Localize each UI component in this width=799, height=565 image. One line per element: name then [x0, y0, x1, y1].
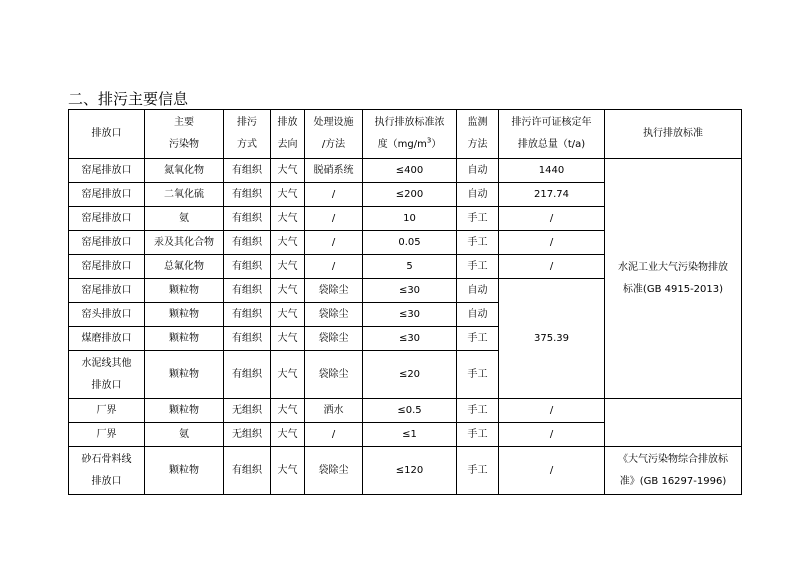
cell-limit: ≤400: [363, 159, 457, 183]
cell-method: 手工: [457, 255, 499, 279]
cell-pollutant: 氮氧化物: [145, 159, 224, 183]
cell-pollutant: 总氟化物: [145, 255, 224, 279]
cell-facility: 袋除尘: [305, 303, 363, 327]
cell-facility: 袋除尘: [305, 327, 363, 351]
cell-total: /: [499, 207, 605, 231]
section-title: 二、排污主要信息: [68, 90, 189, 108]
cell-destination: 大气: [271, 399, 305, 423]
cell-outlet: 窑尾排放口: [69, 183, 145, 207]
cell-outlet: 砂石骨料线 排放口: [69, 447, 145, 495]
cell-method: 手工: [457, 399, 499, 423]
cell-pollutant: 颗粒物: [145, 351, 224, 399]
cell-outlet: 窑尾排放口: [69, 255, 145, 279]
cell-total: /: [499, 423, 605, 447]
table-row: [69, 159, 742, 183]
emission-table: [68, 109, 742, 495]
cell-total: /: [499, 399, 605, 423]
cell-facility: /: [305, 255, 363, 279]
cell-destination: 大气: [271, 423, 305, 447]
cell-facility: /: [305, 207, 363, 231]
cell-mode: 有组织: [224, 351, 271, 399]
cell-facility: 脱硝系统: [305, 159, 363, 183]
header-mode: 排污 方式: [224, 110, 271, 159]
cell-mode: 有组织: [224, 231, 271, 255]
cell-total-merged: 375.39: [499, 279, 605, 399]
cell-pollutant: 颗粒物: [145, 327, 224, 351]
cell-outlet: 窑尾排放口: [69, 207, 145, 231]
header-total: 排污许可证核定年 排放总量（t/a): [499, 110, 605, 159]
cell-limit: ≤30: [363, 279, 457, 303]
cell-total: /: [499, 231, 605, 255]
cell-standard-cement: 水泥工业大气污染物排放 标准(GB 4915-2013): [605, 159, 742, 399]
cell-outlet: 厂界: [69, 423, 145, 447]
cell-mode: 有组织: [224, 159, 271, 183]
cell-method: 手工: [457, 447, 499, 495]
cell-pollutant: 颗粒物: [145, 279, 224, 303]
cell-facility: /: [305, 231, 363, 255]
cell-outlet: 窑头排放口: [69, 303, 145, 327]
table-row: [69, 399, 742, 423]
cell-limit: ≤30: [363, 303, 457, 327]
cell-mode: 有组织: [224, 447, 271, 495]
cell-limit: 0.05: [363, 231, 457, 255]
cell-method: 自动: [457, 183, 499, 207]
cell-limit: ≤20: [363, 351, 457, 399]
cell-pollutant: 氨: [145, 423, 224, 447]
cell-total: /: [499, 447, 605, 495]
header-facility: 处理设施 /方法: [305, 110, 363, 159]
cell-total: 1440: [499, 159, 605, 183]
cell-outlet: 厂界: [69, 399, 145, 423]
header-pollutant: 主要 污染物: [145, 110, 224, 159]
header-method: 监测 方法: [457, 110, 499, 159]
cell-method: 自动: [457, 279, 499, 303]
cell-outlet: 煤磨排放口: [69, 327, 145, 351]
cell-pollutant: 颗粒物: [145, 447, 224, 495]
cell-destination: 大气: [271, 255, 305, 279]
cell-destination: 大气: [271, 351, 305, 399]
cell-mode: 有组织: [224, 327, 271, 351]
cell-facility: /: [305, 183, 363, 207]
cell-facility: 洒水: [305, 399, 363, 423]
cell-pollutant: 颗粒物: [145, 399, 224, 423]
cell-pollutant: 二氧化硫: [145, 183, 224, 207]
cell-destination: 大气: [271, 231, 305, 255]
cell-destination: 大气: [271, 447, 305, 495]
cell-facility: 袋除尘: [305, 447, 363, 495]
cell-outlet: 窑尾排放口: [69, 279, 145, 303]
header-outlet: 排放口: [69, 110, 145, 159]
cell-mode: 有组织: [224, 303, 271, 327]
cell-pollutant: 氨: [145, 207, 224, 231]
cell-mode: 有组织: [224, 183, 271, 207]
cell-mode: 有组织: [224, 255, 271, 279]
cell-mode: 有组织: [224, 279, 271, 303]
header-limit: 执行排放标准浓 度$(mg/m^3)$: [363, 110, 457, 159]
cell-limit: ≤200: [363, 183, 457, 207]
cell-limit: 10: [363, 207, 457, 231]
cell-destination: 大气: [271, 327, 305, 351]
cell-standard-general: 《大气污染物综合排放标 准》(GB 16297-1996): [605, 447, 742, 495]
cell-method: 自动: [457, 303, 499, 327]
cell-facility: /: [305, 423, 363, 447]
cell-destination: 大气: [271, 303, 305, 327]
table-row: [69, 447, 742, 495]
cell-total: 217.74: [499, 183, 605, 207]
cell-limit: ≤1: [363, 423, 457, 447]
cell-limit: ≤30: [363, 327, 457, 351]
cell-destination: 大气: [271, 279, 305, 303]
cell-outlet: 水泥线其他 排放口: [69, 351, 145, 399]
cell-limit: ≤120: [363, 447, 457, 495]
cell-limit: ≤0.5: [363, 399, 457, 423]
cell-pollutant: 颗粒物: [145, 303, 224, 327]
cell-destination: 大气: [271, 207, 305, 231]
header-standard: 执行排放标准: [605, 110, 742, 159]
header-row: [69, 110, 742, 159]
header-destination: 排放 去向: [271, 110, 305, 159]
cell-total: /: [499, 255, 605, 279]
cell-facility: 袋除尘: [305, 279, 363, 303]
cell-method: 手工: [457, 231, 499, 255]
cell-destination: 大气: [271, 183, 305, 207]
cell-outlet: 窑尾排放口: [69, 231, 145, 255]
cell-mode: 无组织: [224, 423, 271, 447]
cell-destination: 大气: [271, 159, 305, 183]
cell-method: 手工: [457, 327, 499, 351]
cell-method: 手工: [457, 423, 499, 447]
cell-mode: 有组织: [224, 207, 271, 231]
cell-mode: 无组织: [224, 399, 271, 423]
cell-limit: 5: [363, 255, 457, 279]
cell-outlet: 窑尾排放口: [69, 159, 145, 183]
cell-pollutant: 汞及其化合物: [145, 231, 224, 255]
cell-method: 手工: [457, 207, 499, 231]
cell-standard-empty: [605, 399, 742, 447]
cell-method: 自动: [457, 159, 499, 183]
cell-facility: 袋除尘: [305, 351, 363, 399]
cell-method: 手工: [457, 351, 499, 399]
